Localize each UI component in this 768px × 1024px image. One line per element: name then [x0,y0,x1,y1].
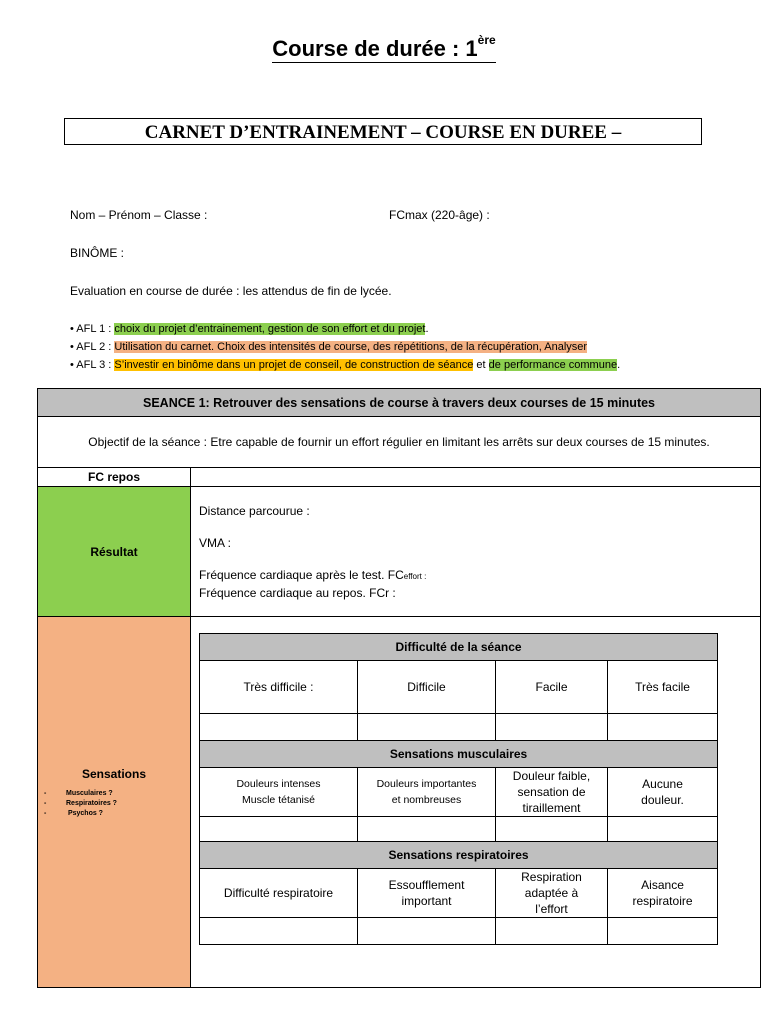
respiratoires-header: Sensations respiratoires [200,842,718,869]
sensations-cell [38,617,191,988]
difficulte-option: Facile [496,661,608,714]
carnet-title: CARNET D’ENTRAINEMENT – COURSE EN DUREE – [64,118,702,145]
musculaires-answer-cell[interactable] [496,817,608,842]
afl-text: et [473,359,489,371]
seance-objective: Objectif de la séance : Etre capable de fournir un effort régulier en limitant les arrêts sur deux courses de 15 minutes. [38,417,761,468]
resultat-label: Résultat [38,487,191,617]
list-dash: - [44,800,47,807]
difficulte-header: Difficulté de la séance [200,634,718,661]
respiratoires-option: Respiration adaptée à l’effort [496,869,608,918]
sensations-list-item [44,789,190,799]
respiratoires-option: Essoufflement important [358,869,496,918]
difficulte-option: Difficile [358,661,496,714]
musculaires-answer-cell[interactable] [200,817,358,842]
sensations-list [38,789,190,819]
difficulte-answer-cell[interactable] [496,714,608,741]
binome-field-label: BINÔME : [70,246,125,260]
respiratoires-answer-cell[interactable] [358,918,496,945]
page-title [0,32,768,62]
afl-item [70,338,620,356]
afl-item [70,320,620,338]
list-dash: - [44,810,47,817]
afl-list [70,320,620,374]
fc-repos-line: Fréquence cardiaque au repos. FCr : [199,586,396,600]
nom-field-label: Nom – Prénom – Classe : [70,208,208,222]
afl-prefix: • AFL 1 : [70,323,115,335]
respiratoires-answer-cell[interactable] [496,918,608,945]
difficulte-answer-cell[interactable] [608,714,718,741]
respiratoires-option: Difficulté respiratoire [200,869,358,918]
afl-prefix: • AFL 2 : [70,341,115,353]
list-text: Psychos ? [66,810,103,817]
musculaires-option: Douleurs intenses Muscle tétanisé [200,768,358,817]
musculaires-option: Douleur faible, sensation de tiraillement [496,768,608,817]
musculaires-header: Sensations musculaires [200,741,718,768]
resultat-cell[interactable] [191,487,761,617]
fc-effort-subscript: effort : [403,572,427,581]
respiratoires-answer-cell[interactable] [608,918,718,945]
afl-item [70,356,620,374]
vma-line: VMA : [199,536,232,550]
page-title-text: Course de durée : 1 [272,36,478,61]
difficulte-option: Très difficile : [200,661,358,714]
musculaires-answer-cell[interactable] [608,817,718,842]
musculaires-option: Aucune douleur. [608,768,718,817]
afl-text: . [425,323,429,335]
fc-repos-value[interactable] [191,468,761,487]
list-text: Musculaires ? [66,790,113,797]
evaluation-text: Evaluation en course de durée : les attendus de fin de lycée. [70,284,392,298]
sensations-list-item [44,809,190,819]
seance-header: SEANCE 1: Retrouver des sensations de course à travers deux courses de 15 minutes [38,389,761,417]
respiratoires-option: Aisance respiratoire [608,869,718,918]
difficulte-answer-cell[interactable] [358,714,496,741]
seance-table [37,388,761,988]
afl-text: choix du projet d’entrainement, gestion de son effort et du projet [114,323,426,335]
fcmax-field-label: FCmax (220-âge) : [389,208,490,222]
list-dash: - [44,790,47,797]
fc-repos-label: FC repos [38,468,191,487]
distance-line: Distance parcourue : [199,504,310,518]
afl-text: Utilisation du carnet. Choix des intensités de course, des répétitions, de la récupération, Analyser [114,341,588,353]
fc-effort-line [199,567,760,585]
difficulte-option: Très facile [608,661,718,714]
afl-text: de performance commune [488,359,618,371]
afl-text: . [617,359,621,371]
sensations-detail-cell [191,617,761,988]
fc-effort-text: Fréquence cardiaque après le test. FC [199,568,404,582]
page-title-superscript: ère [477,32,496,47]
musculaires-option: Douleurs importantes et nombreuses [358,768,496,817]
sensations-label: Sensations [81,767,147,781]
sensations-list-item [44,799,190,809]
musculaires-answer-cell[interactable] [358,817,496,842]
respiratoires-answer-cell[interactable] [200,918,358,945]
difficulte-answer-cell[interactable] [200,714,358,741]
afl-text: S’investir en binôme dans un projet de conseil, de construction de séance [114,359,474,371]
afl-prefix: • AFL 3 : [70,359,115,371]
list-text: Respiratoires ? [66,800,117,807]
sensations-grid [199,633,718,945]
